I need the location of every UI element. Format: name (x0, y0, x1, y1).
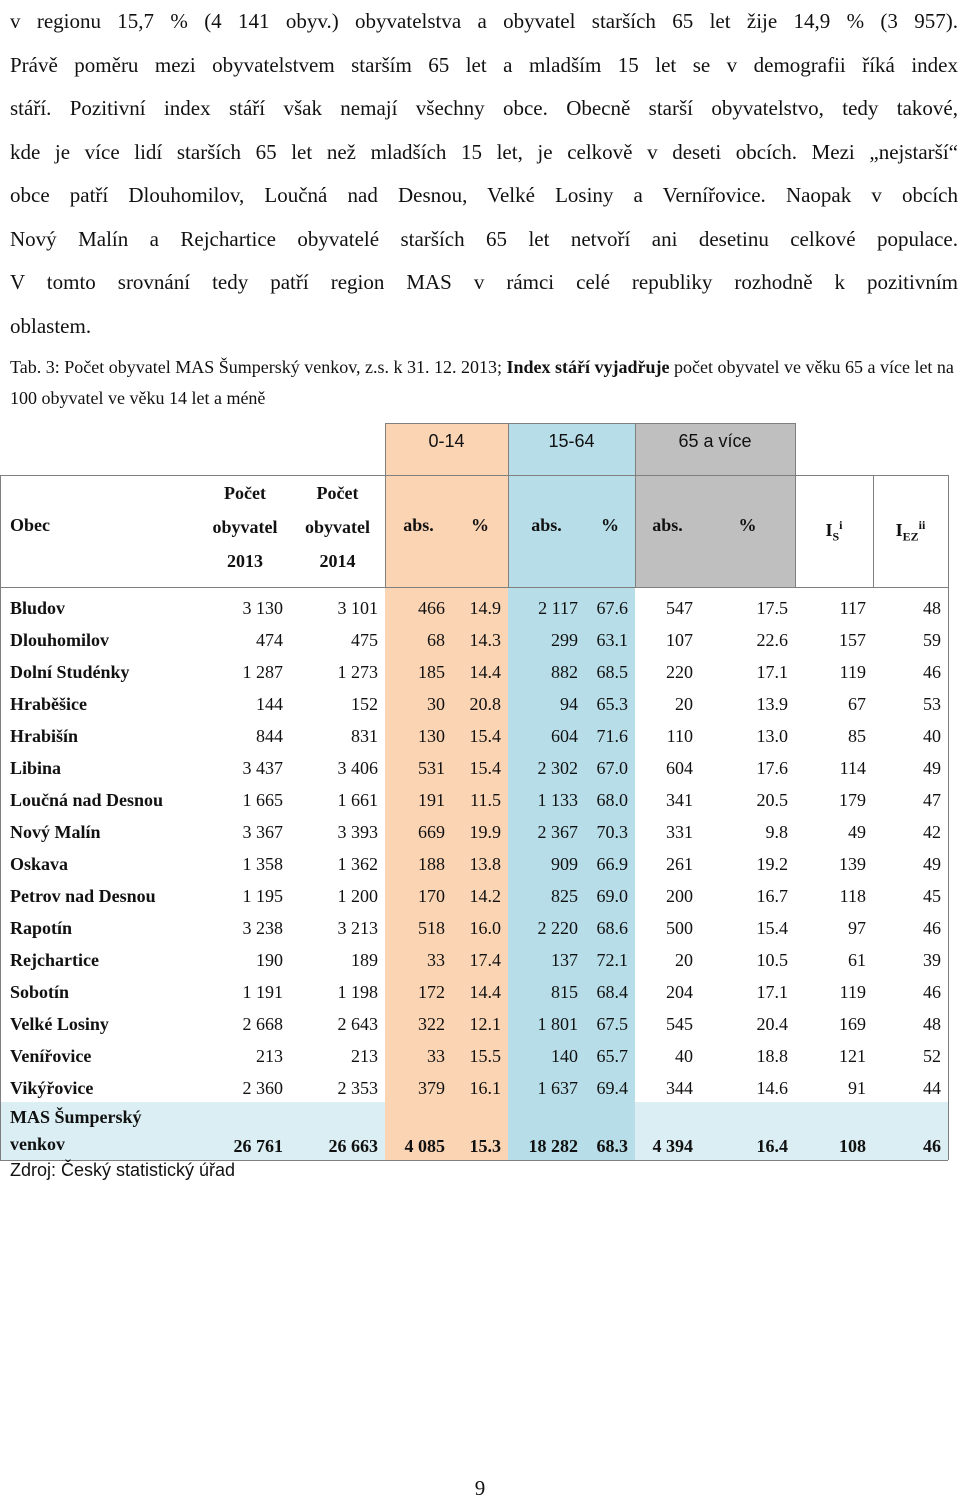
paragraph-line: obce patří Dlouhomilov, Loučná nad Desnou, Velké Losiny a Vernířovice. Naopak v obcích (10, 183, 958, 207)
row-value: 40 (923, 726, 941, 746)
row-value: 46 (923, 982, 941, 1002)
row-value: 67.5 (596, 1014, 628, 1034)
total-value: 4 394 (652, 1136, 693, 1156)
row-value: 20.8 (469, 694, 501, 714)
row-value: 13.0 (756, 726, 788, 746)
sub-header: abs. (531, 515, 562, 535)
total-value: 15.3 (469, 1136, 501, 1156)
row-value: 1 198 (337, 982, 378, 1002)
row-value: 1 362 (337, 854, 378, 874)
row-value: 3 406 (337, 758, 378, 778)
col-header-pop-2014: Počet (316, 483, 359, 503)
caption-bold: Index stáří vyjadřuje (506, 357, 670, 377)
row-name: Nový Malín (10, 822, 101, 842)
index-base: I (825, 520, 833, 540)
row-value: 2 302 (537, 758, 578, 778)
row-value: 299 (551, 630, 578, 650)
row-value: 66.9 (596, 854, 628, 874)
row-value: 169 (839, 1014, 866, 1034)
row-value: 1 200 (337, 886, 378, 906)
row-value: 545 (666, 1014, 693, 1034)
row-name: Vikýřovice (10, 1078, 94, 1098)
row-value: 669 (418, 822, 445, 842)
total-value: 16.4 (756, 1136, 788, 1156)
row-value: 119 (839, 982, 866, 1002)
row-value: 220 (666, 662, 693, 682)
row-value: 3 437 (242, 758, 283, 778)
row-value: 118 (839, 886, 866, 906)
row-value: 3 101 (337, 598, 378, 618)
row-value: 67.6 (596, 598, 628, 618)
caption-prefix: Tab. 3: Počet obyvatel MAS Šumperský venkov, z.s. k 31. 12. 2013; (10, 357, 507, 377)
row-value: 69.4 (596, 1078, 628, 1098)
row-value: 49 (923, 854, 941, 874)
row-value: 17.1 (756, 662, 788, 682)
row-value: 3 238 (242, 918, 283, 938)
row-value: 466 (418, 598, 445, 618)
row-value: 61 (848, 950, 866, 970)
row-value: 10.5 (756, 950, 788, 970)
paragraph-line: oblastem. (10, 313, 92, 338)
row-value: 1 637 (537, 1078, 578, 1098)
row-value: 3 130 (242, 598, 283, 618)
row-value: 475 (351, 630, 378, 650)
row-value: 213 (256, 1046, 283, 1066)
row-value: 59 (923, 630, 941, 650)
row-value: 16.7 (756, 886, 788, 906)
paragraph-line: stáří. Pozitivní index stáří však nemají všechny obce. Obecně starší obyvatelstvo, tedy takové, (10, 96, 958, 120)
index-sub: EZ (902, 529, 919, 544)
row-value: 2 668 (242, 1014, 283, 1034)
row-value: 33 (427, 950, 445, 970)
row-value: 170 (418, 886, 445, 906)
col-header-obec: Obec (10, 515, 50, 535)
total-value: 46 (923, 1136, 941, 1156)
row-value: 1 287 (242, 662, 283, 682)
col-header-pop-2013: obyvatel (212, 517, 278, 537)
grid-hline (385, 423, 795, 424)
row-value: 144 (256, 694, 283, 714)
row-value: 107 (666, 630, 693, 650)
row-value: 518 (418, 918, 445, 938)
total-name-line1: MAS Šumperský (10, 1107, 142, 1127)
row-value: 42 (923, 822, 941, 842)
row-value: 189 (351, 950, 378, 970)
row-value: 20 (675, 950, 693, 970)
row-value: 1 195 (242, 886, 283, 906)
row-value: 14.4 (469, 982, 501, 1002)
row-name: Dolní Studénky (10, 662, 130, 682)
row-value: 119 (839, 662, 866, 682)
row-name: Dlouhomilov (10, 630, 110, 650)
row-value: 14.9 (469, 598, 501, 618)
col-header-pop-2014: 2014 (319, 551, 356, 571)
paragraph-line: v regionu 15,7 % (4 141 obyv.) obyvatelstva a obyvatel starších 65 let žije 14,9 % (3 957). (10, 9, 958, 33)
row-value: 3 367 (242, 822, 283, 842)
page-number: 9 (474, 1476, 486, 1500)
grid-vline (385, 423, 386, 587)
row-value: 815 (551, 982, 578, 1002)
row-value: 1 358 (242, 854, 283, 874)
row-value: 15.5 (469, 1046, 501, 1066)
row-value: 68 (427, 630, 445, 650)
row-value: 213 (351, 1046, 378, 1066)
row-value: 1 801 (537, 1014, 578, 1034)
row-value: 152 (351, 694, 378, 714)
row-value: 882 (551, 662, 578, 682)
row-value: 204 (666, 982, 693, 1002)
paragraph-line: Nový Malín a Rejchartice obyvatelé starších 65 let netvoří ani desetinu celkové populace. (10, 226, 958, 251)
row-name: Hrabišín (10, 726, 79, 746)
row-value: 1 191 (242, 982, 283, 1002)
grid-hline (0, 587, 948, 588)
row-value: 547 (666, 598, 693, 618)
row-value: 14.3 (469, 630, 501, 650)
col-header-index-ez (873, 514, 948, 548)
row-value: 341 (666, 790, 693, 810)
row-value: 2 220 (537, 918, 578, 938)
index-base: I (895, 520, 903, 540)
row-value: 140 (551, 1046, 578, 1066)
row-value: 67 (848, 694, 866, 714)
row-value: 18.8 (756, 1046, 788, 1066)
row-value: 130 (418, 726, 445, 746)
row-value: 14.6 (756, 1078, 788, 1098)
body-paragraph (10, 0, 958, 348)
sub-header: % (601, 515, 619, 535)
row-value: 12.1 (469, 1014, 501, 1034)
row-name: Oskava (10, 854, 69, 874)
row-value: 825 (551, 886, 578, 906)
sub-header: % (738, 515, 757, 535)
row-value: 20.4 (756, 1014, 788, 1034)
row-value: 172 (418, 982, 445, 1002)
row-value: 91 (848, 1078, 866, 1098)
row-value: 139 (839, 854, 866, 874)
row-value: 68.6 (596, 918, 628, 938)
total-value: 4 085 (404, 1136, 445, 1156)
row-value: 190 (256, 950, 283, 970)
row-value: 13.9 (756, 694, 788, 714)
row-value: 48 (923, 1014, 941, 1034)
row-value: 1 133 (537, 790, 578, 810)
paragraph-line: kde je více lidí starších 65 let než mladších 15 let, je celkově v deseti obcích. Mezi „nejstarší“ (10, 139, 958, 164)
row-value: 909 (551, 854, 578, 874)
row-value: 19.2 (756, 854, 788, 874)
row-value: 67.0 (596, 758, 628, 778)
row-value: 474 (256, 630, 283, 650)
total-name-line2: venkov (10, 1134, 66, 1154)
total-value: 18 282 (528, 1136, 578, 1156)
row-value: 47 (923, 790, 941, 810)
row-value: 85 (848, 726, 866, 746)
row-value: 200 (666, 886, 693, 906)
row-value: 16.0 (469, 918, 501, 938)
row-value: 2 117 (538, 598, 578, 618)
row-value: 13.8 (469, 854, 501, 874)
row-value: 604 (666, 758, 693, 778)
group-header: 0-14 (428, 431, 465, 451)
row-value: 45 (923, 886, 941, 906)
sub-header: % (471, 515, 489, 535)
row-value: 117 (839, 598, 866, 618)
row-value: 17.6 (756, 758, 788, 778)
row-value: 3 393 (337, 822, 378, 842)
row-value: 831 (351, 726, 378, 746)
grid-hline (385, 475, 795, 476)
row-value: 531 (418, 758, 445, 778)
source-note: Zdroj: Český statistický úřad (10, 1160, 236, 1180)
row-value: 68.0 (596, 790, 628, 810)
row-value: 70.3 (596, 822, 628, 842)
row-name: Loučná nad Desnou (10, 790, 164, 810)
row-value: 15.4 (756, 918, 788, 938)
row-value: 72.1 (596, 950, 628, 970)
row-value: 110 (666, 726, 693, 746)
row-value: 19.9 (469, 822, 501, 842)
row-name: Petrov nad Desnou (10, 886, 156, 906)
row-value: 11.5 (470, 790, 501, 810)
row-value: 94 (560, 694, 578, 714)
grid-hline (795, 475, 948, 476)
row-value: 185 (418, 662, 445, 682)
total-value: 68.3 (596, 1136, 628, 1156)
row-name: Hraběšice (10, 694, 87, 714)
row-value: 52 (923, 1046, 941, 1066)
row-value: 68.4 (596, 982, 628, 1002)
row-name: Sobotín (10, 982, 70, 1002)
row-value: 9.8 (765, 822, 788, 842)
row-value: 14.2 (469, 886, 501, 906)
row-value: 331 (666, 822, 693, 842)
grid-vline (795, 423, 796, 587)
row-value: 188 (418, 854, 445, 874)
row-value: 191 (418, 790, 445, 810)
col-header-index-stari (795, 514, 873, 548)
row-value: 20 (675, 694, 693, 714)
row-value: 49 (923, 758, 941, 778)
index-sup: ii (918, 518, 926, 532)
row-value: 17.5 (756, 598, 788, 618)
grid-hline (0, 475, 385, 476)
row-value: 322 (418, 1014, 445, 1034)
row-value: 39 (923, 950, 941, 970)
row-value: 1 661 (337, 790, 378, 810)
row-value: 844 (256, 726, 283, 746)
row-value: 604 (551, 726, 578, 746)
col-header-pop-2013: Počet (224, 483, 266, 503)
row-value: 16.1 (469, 1078, 501, 1098)
row-value: 17.1 (756, 982, 788, 1002)
row-value: 33 (427, 1046, 445, 1066)
row-value: 69.0 (596, 886, 628, 906)
total-value: 26 663 (328, 1136, 378, 1156)
row-value: 121 (839, 1046, 866, 1066)
row-value: 44 (923, 1078, 941, 1098)
sub-header: abs. (403, 515, 434, 535)
index-sup: i (839, 518, 843, 532)
row-value: 40 (675, 1046, 693, 1066)
row-value: 1 273 (337, 662, 378, 682)
row-value: 20.5 (756, 790, 788, 810)
row-value: 46 (923, 662, 941, 682)
row-value: 2 367 (537, 822, 578, 842)
row-name: Libina (10, 758, 62, 778)
row-value: 3 213 (337, 918, 378, 938)
row-name: Rapotín (10, 918, 73, 938)
row-value: 179 (839, 790, 866, 810)
row-value: 97 (848, 918, 866, 938)
sub-header: abs. (652, 515, 683, 535)
row-value: 15.4 (469, 726, 501, 746)
group-header: 15-64 (548, 431, 595, 451)
grid-vline (873, 475, 874, 587)
row-value: 2 643 (337, 1014, 378, 1034)
group-header: 65 a více (678, 431, 752, 451)
row-value: 63.1 (596, 630, 628, 650)
row-value: 261 (666, 854, 693, 874)
row-value: 15.4 (469, 758, 501, 778)
row-value: 22.6 (756, 630, 788, 650)
row-value: 2 353 (337, 1078, 378, 1098)
row-value: 1 665 (242, 790, 283, 810)
total-value: 26 761 (233, 1136, 283, 1156)
row-name: Bludov (10, 598, 66, 618)
row-value: 46 (923, 918, 941, 938)
row-value: 344 (666, 1078, 693, 1098)
row-name: Velké Losiny (10, 1014, 109, 1034)
row-value: 68.5 (596, 662, 628, 682)
caption-suffix: počet obyvatel ve věku 65 a více let na 100 obyvatel ve věku 14 let a méně (10, 357, 954, 408)
row-value: 500 (666, 918, 693, 938)
total-value: 108 (839, 1136, 866, 1156)
row-value: 114 (839, 758, 866, 778)
row-value: 17.4 (469, 950, 501, 970)
col-header-pop-2013: 2013 (227, 551, 263, 571)
index-sub: S (832, 529, 840, 544)
paragraph-line: V tomto srovnání tedy patří region MAS v rámci celé republiky rozhodně k pozitivním (10, 270, 958, 294)
row-value: 30 (427, 694, 445, 714)
row-name: Rejchartice (10, 950, 99, 970)
row-value: 71.6 (596, 726, 628, 746)
grid-vline (508, 423, 509, 587)
row-value: 49 (848, 822, 866, 842)
row-value: 157 (839, 630, 866, 650)
row-value: 137 (551, 950, 578, 970)
row-value: 48 (923, 598, 941, 618)
row-value: 53 (923, 694, 941, 714)
row-value: 2 360 (242, 1078, 283, 1098)
row-value: 379 (418, 1078, 445, 1098)
row-name: Venířovice (10, 1046, 92, 1066)
col-header-pop-2014: obyvatel (305, 517, 370, 537)
paragraph-line: Právě poměru mezi obyvatelstvem starším 65 let a mladším 15 let se v demografii říká index (10, 52, 958, 77)
row-value: 65.7 (596, 1046, 628, 1066)
row-value: 65.3 (596, 694, 628, 714)
grid-vline (0, 475, 1, 1160)
row-value: 14.4 (469, 662, 501, 682)
grid-vline (635, 423, 636, 587)
grid-vline (948, 475, 949, 1160)
table-caption (10, 352, 955, 414)
